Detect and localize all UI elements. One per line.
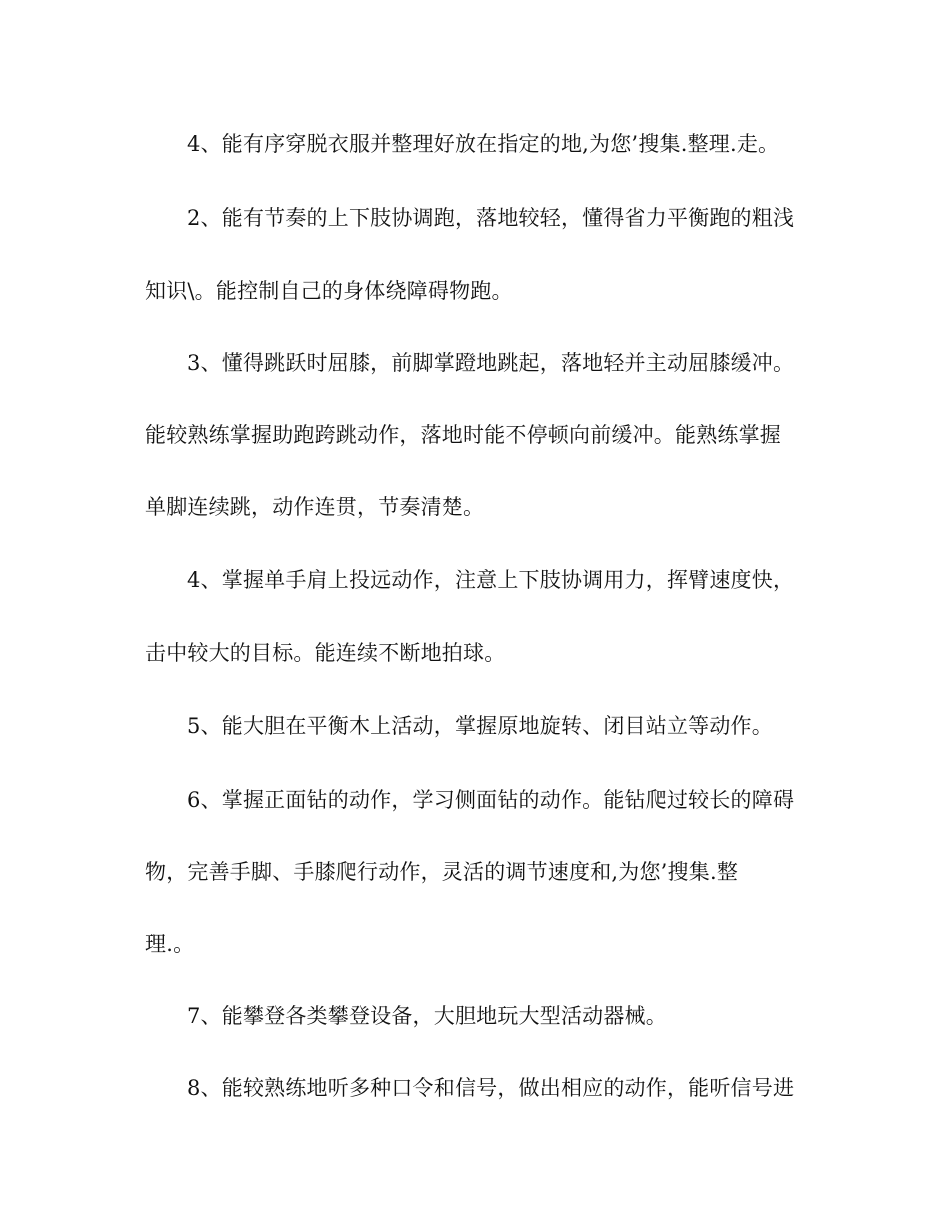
- paragraph-line: 2、能有节奏的上下肢协调跑，落地较轻，懂得省力平衡跑的粗浅: [187, 206, 795, 230]
- paragraph-line: 7、能攀登各类攀登设备，大胆地玩大型活动器械。: [187, 1004, 667, 1028]
- paragraph-line: 5、能大胆在平衡木上活动，掌握原地旋转、闭目站立等动作。: [187, 714, 773, 738]
- paragraph-line: 3、懂得跳跃时屈膝，前脚掌蹬地跳起，落地轻并主动屈膝缓冲。: [187, 351, 795, 375]
- paragraph-line: 能较熟练掌握助跑跨跳动作，落地时能不停顿向前缓冲。能熟练掌握: [145, 423, 781, 447]
- paragraph-line: 6、掌握正面钻的动作，学习侧面钻的动作。能钻爬过较长的障碍: [187, 788, 795, 812]
- paragraph-line: 8、能较熟练地听多种口令和信号，做出相应的动作，能听信号进: [187, 1076, 795, 1100]
- paragraph-line: 4、掌握单手肩上投远动作，注意上下肢协调用力，挥臂速度快，: [187, 568, 795, 592]
- paragraph-line: 知识\。能控制自己的身体绕障碍物跑。: [145, 279, 513, 303]
- paragraph-line: 单脚连续跳，动作连贯，节奏清楚。: [145, 495, 485, 519]
- paragraph-line: 击中较大的目标。能连续不断地拍球。: [145, 641, 506, 665]
- paragraph-line: 物，完善手脚、手膝爬行动作，灵活的调节速度和,为您’搜集.整: [145, 860, 739, 884]
- paragraph-line: 理.。: [145, 932, 195, 956]
- paragraph-line: 4、能有序穿脱衣服并整理好放在指定的地,为您’搜集.整理.走。: [187, 132, 780, 156]
